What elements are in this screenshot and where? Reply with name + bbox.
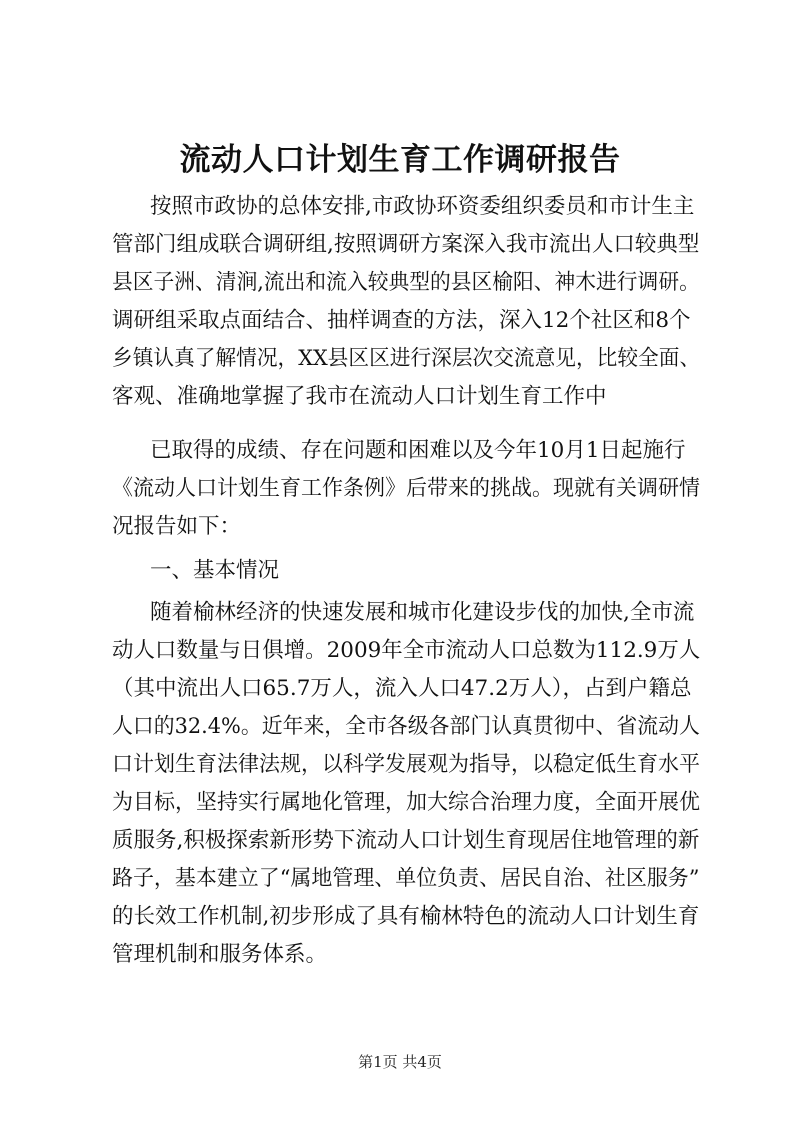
body-line: 为目标，坚持实行属地化管理，加大综合治理力度，全面开展优 bbox=[112, 790, 700, 815]
body-line: 的长效工作机制,初步形成了具有榆林特色的流动人口计划生育 bbox=[112, 904, 700, 929]
body-line: 县区子洲、清涧,流出和流入较典型的县区榆阳、神木进行调研。 bbox=[112, 270, 700, 295]
body-line: 已取得的成绩、存在问题和困难以及今年10月1日起施行 bbox=[150, 438, 686, 463]
body-line: 动人口数量与日俱增。2009年全市流动人口总数为112.9万人 bbox=[112, 638, 701, 663]
body-line: 调研组采取点面结合、抽样调查的方法，深入12个社区和8个 bbox=[112, 308, 691, 333]
body-line: 《流动人口计划生育工作条例》后带来的挑战。现就有关调研情 bbox=[112, 476, 700, 501]
body-line: 管部门组成联合调研组,按照调研方案深入我市流出人口较典型 bbox=[112, 232, 700, 257]
body-line: 管理机制和服务体系。 bbox=[112, 942, 328, 967]
body-line: 按照市政协的总体安排,市政协环资委组织委员和市计生主 bbox=[150, 194, 695, 219]
body-line: （其中流出人口65.7万人，流入人口47.2万人），占到户籍总 bbox=[112, 676, 692, 701]
body-line: 质服务,积极探索新形势下流动人口计划生育现居住地管理的新 bbox=[112, 828, 700, 853]
body-line: 客观、准确地掌握了我市在流动人口计划生育工作中 bbox=[112, 384, 607, 409]
body-line: 口计划生育法律法规，以科学发展观为指导，以稳定低生育水平 bbox=[112, 752, 700, 777]
body-line: 随着榆林经济的快速发展和城市化建设步伐的加快,全市流 bbox=[150, 600, 695, 625]
body-line: 况报告如下： bbox=[112, 514, 242, 539]
body-line: 人口的32.4%。近年来，全市各级各部门认真贯彻中、省流动人 bbox=[112, 714, 700, 739]
body-line: 路子，基本建立了“属地管理、单位负责、居民自治、社区服务” bbox=[112, 866, 700, 891]
document-title: 流动人口计划生育工作调研报告 bbox=[179, 142, 621, 178]
section-heading: 一、基本情况 bbox=[150, 558, 280, 583]
page-number-footer: 第1页 共4页 bbox=[358, 1053, 442, 1071]
body-line: 乡镇认真了解情况，XX县区区进行深层次交流意见，比较全面、 bbox=[112, 346, 701, 371]
